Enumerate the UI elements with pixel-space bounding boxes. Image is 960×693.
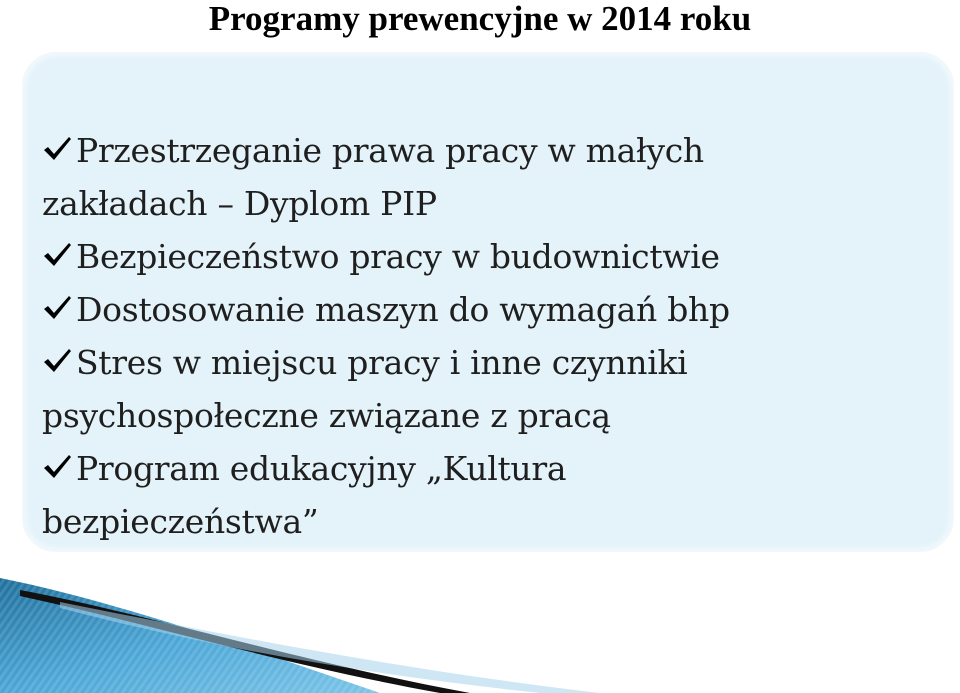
slide-title: Programy prewencyjne w 2014 roku: [208, 0, 752, 38]
list-item-continuation: psychospołeczne związane z pracą: [42, 396, 611, 435]
list-item: [42, 230, 902, 283]
check-icon: [42, 347, 74, 377]
check-icon: [42, 294, 74, 324]
content-box: [22, 52, 954, 552]
check-icon: [42, 453, 74, 483]
list-item: [42, 336, 902, 442]
list-item-continuation: bezpieczeństwa”: [42, 502, 319, 541]
list-item-text: Dostosowanie maszyn do wymagań bhp: [76, 290, 730, 329]
list-item: [42, 442, 902, 548]
list-item-text: Stres w miejscu pracy i inne czynniki: [76, 343, 688, 382]
list-item-continuation: zakładach – Dyplom PIP: [42, 184, 437, 223]
list-item-text: Program edukacyjny „Kultura: [76, 449, 567, 488]
list-item-text: Przestrzeganie prawa pracy w małych: [76, 131, 704, 170]
list-item-text: Bezpieczeństwo pracy w budownictwie: [76, 237, 720, 276]
bullet-list: [42, 124, 902, 548]
check-icon: [42, 135, 74, 165]
decorative-swoosh: [0, 572, 960, 693]
check-icon: [42, 241, 74, 271]
list-item: [42, 124, 902, 230]
list-item: [42, 283, 902, 336]
